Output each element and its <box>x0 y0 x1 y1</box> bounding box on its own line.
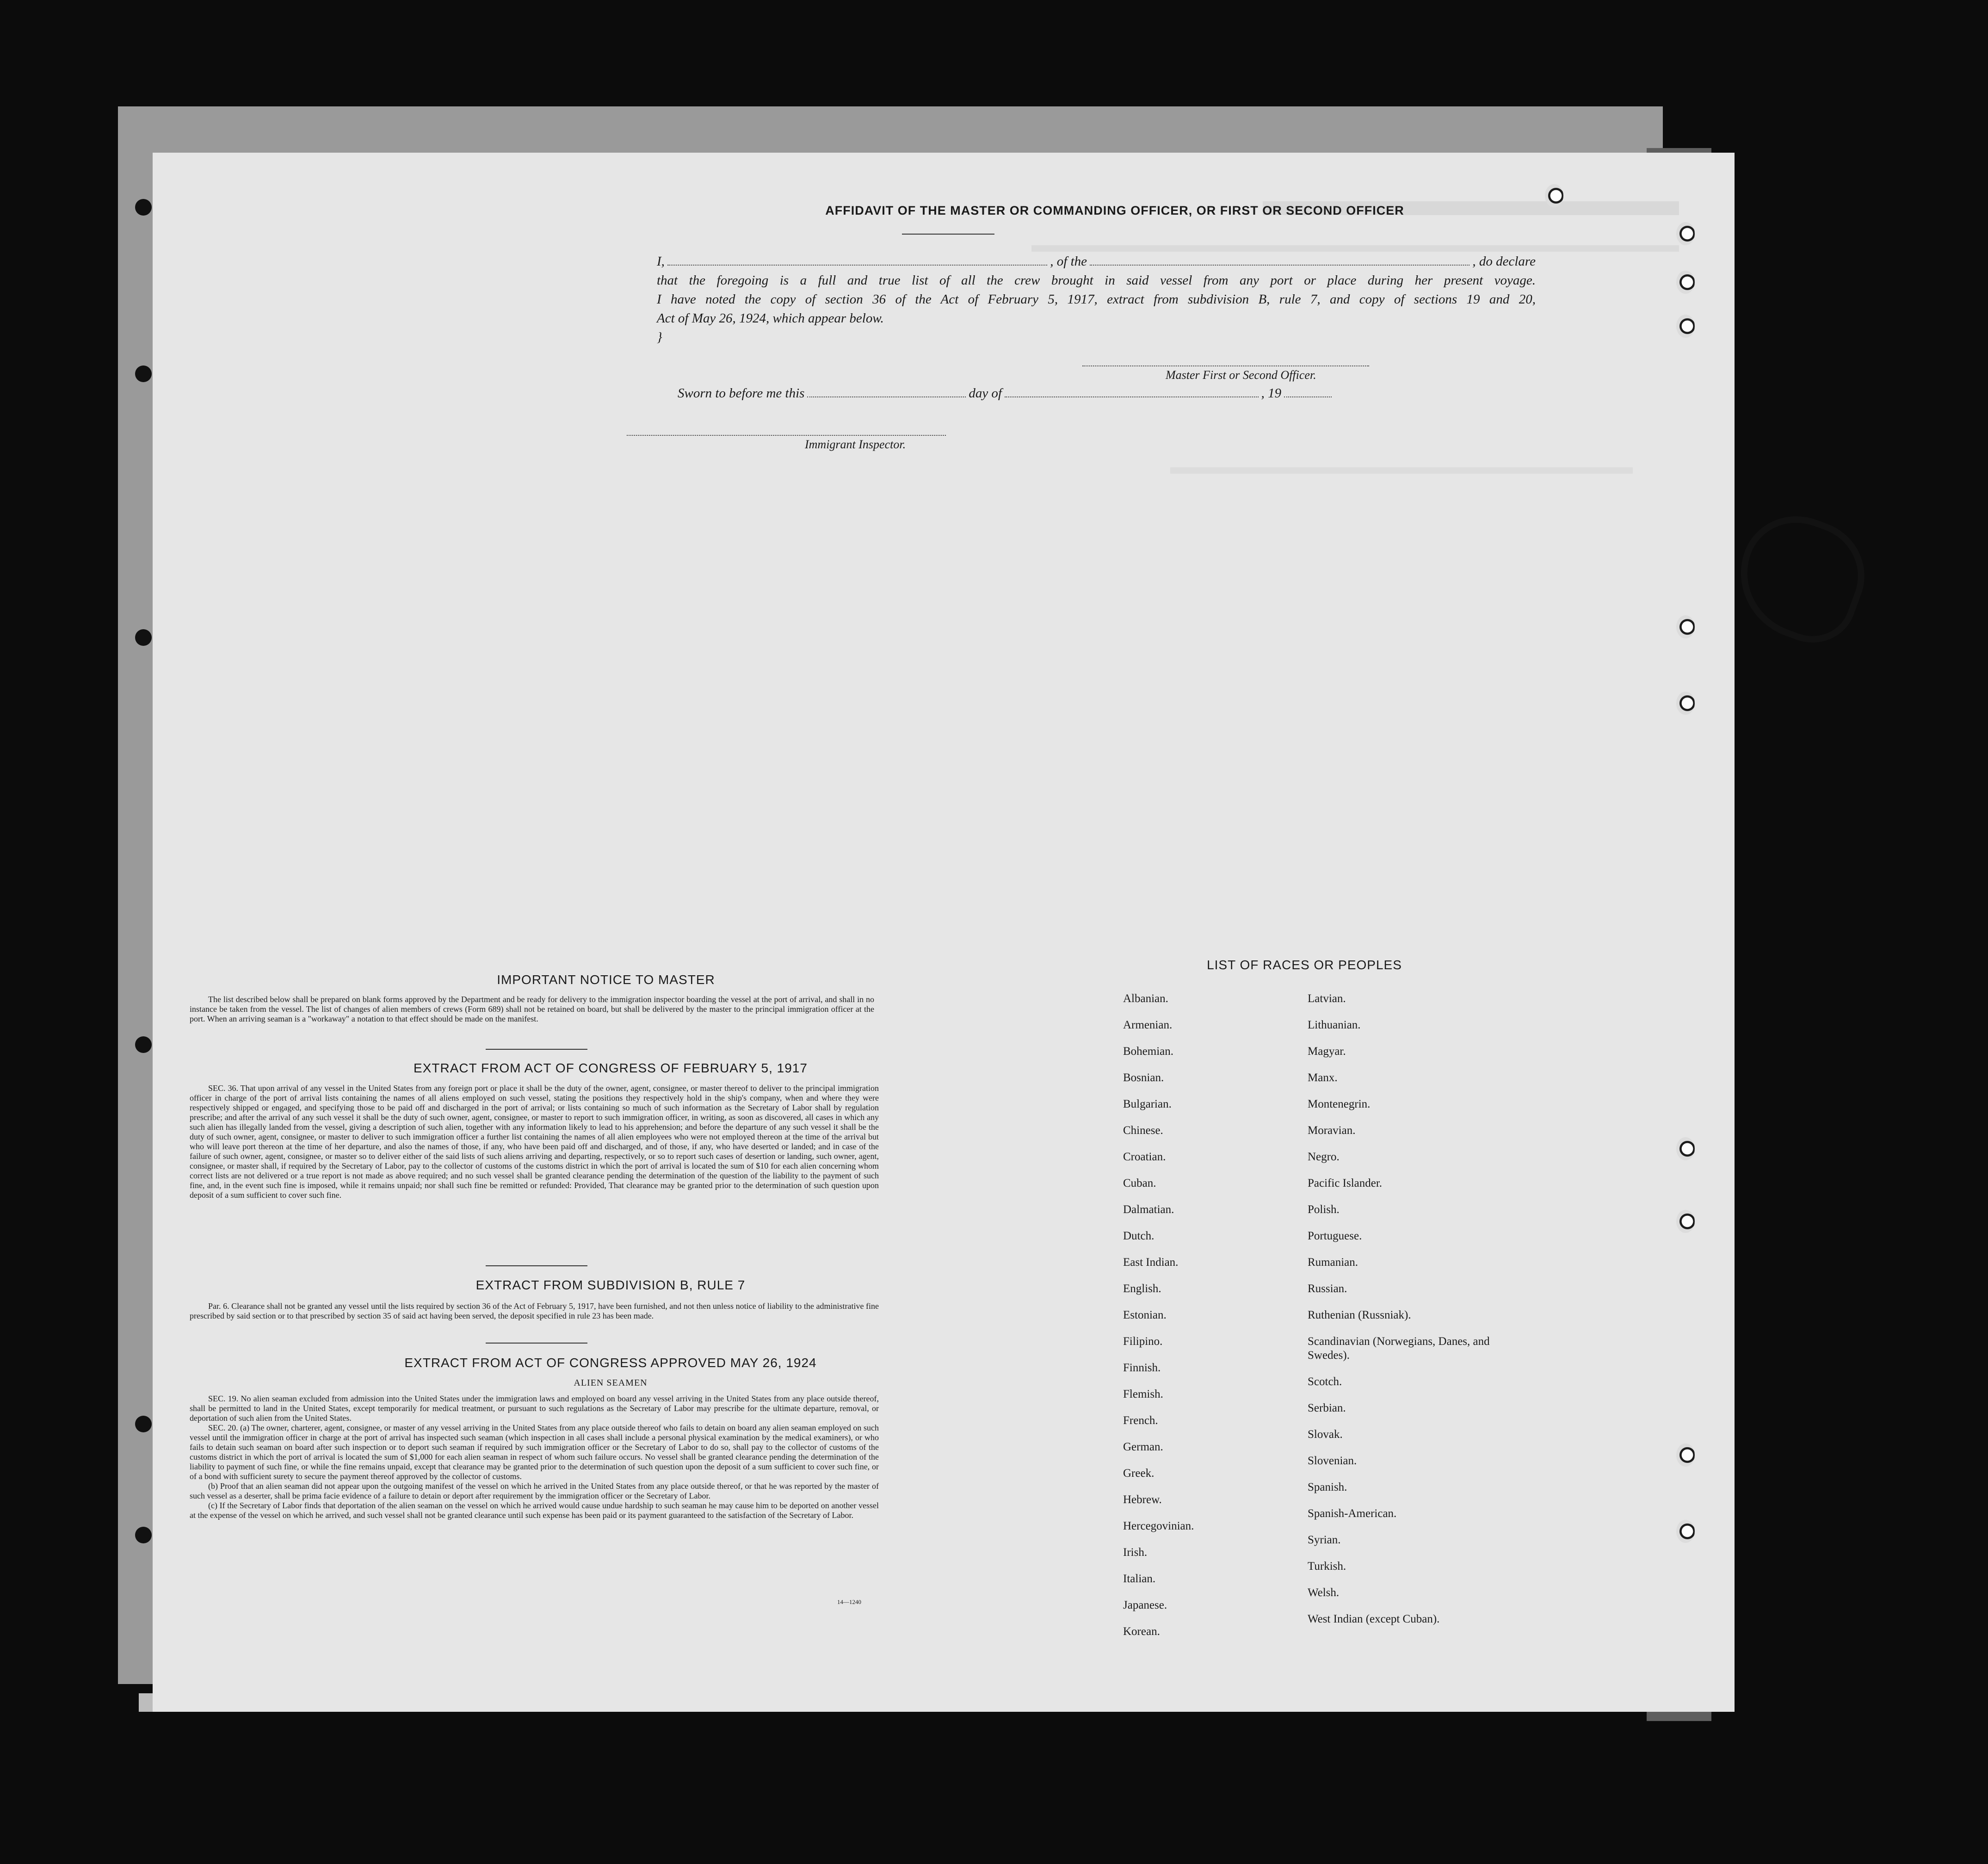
binder-hole <box>135 629 152 646</box>
race-item: Bosnian. <box>1123 1071 1164 1084</box>
punch-hole <box>1676 271 1695 294</box>
race-item: Bohemian. <box>1123 1045 1174 1058</box>
race-item: Chinese. <box>1123 1124 1163 1137</box>
punch-hole <box>1676 692 1695 715</box>
inspector-signature-line[interactable] <box>627 435 946 436</box>
race-item: Slovak. <box>1308 1428 1343 1441</box>
title-rule <box>902 234 994 235</box>
binder-hole <box>135 365 152 382</box>
punch-hole <box>1676 615 1695 638</box>
form-page <box>153 153 1735 1712</box>
section-rule <box>486 1265 587 1266</box>
race-item: Hebrew. <box>1123 1493 1162 1506</box>
race-item: Slovenian. <box>1308 1455 1357 1467</box>
race-item: Welsh. <box>1308 1586 1340 1599</box>
race-item: Scotch. <box>1308 1375 1342 1388</box>
race-item: Croatian. <box>1123 1151 1166 1163</box>
punch-hole <box>1676 222 1695 245</box>
race-item: English. <box>1123 1282 1161 1295</box>
race-item: Negro. <box>1308 1151 1340 1163</box>
race-item: Japanese. <box>1123 1599 1167 1611</box>
race-item: Greek. <box>1123 1467 1155 1480</box>
race-item: Montenegrin. <box>1308 1098 1371 1110</box>
inspector-signature-label: Immigrant Inspector. <box>805 438 906 451</box>
race-item: Serbian. <box>1308 1402 1346 1414</box>
declaration-line-2: that the foregoing is a full and true list of all the crew brought in said vessel from any port or place during her present voyage. <box>657 273 1536 288</box>
race-item: Russian. <box>1308 1282 1347 1295</box>
race-item: Bulgarian. <box>1123 1098 1172 1110</box>
master-signature-line[interactable] <box>1082 365 1369 366</box>
race-item: Hercegovinian. <box>1123 1520 1194 1532</box>
section-rule <box>486 1343 587 1344</box>
race-item: Lithuanian. <box>1308 1019 1361 1031</box>
declaration-of-the: , of the <box>1050 254 1087 269</box>
declaration-do-declare: , do declare <box>1472 254 1536 269</box>
declaration: I, , of the , do declare that the foregoing is a full and true list of all the crew brought in said vessel from any port or place during her present voyage. I have noted the copy of section 36 of the Act of February 5, 1917, extract from subdivision B, rule 7, and copy of sections 19 and 20, Act of May 26, 1924, which appear below. } <box>657 252 1536 347</box>
race-item: Portuguese. <box>1308 1230 1362 1242</box>
year-field[interactable] <box>1284 393 1332 397</box>
race-item: Italian. <box>1123 1573 1156 1585</box>
races-heading: LIST OF RACES OR PEOPLES <box>1207 958 1402 972</box>
notice-heading: IMPORTANT NOTICE TO MASTER <box>497 972 715 987</box>
sworn-text: Sworn to before me this <box>678 386 805 401</box>
name-field[interactable] <box>667 261 1047 266</box>
vessel-field[interactable] <box>1090 261 1469 266</box>
race-item: Magyar. <box>1308 1045 1346 1058</box>
punch-hole <box>1676 1520 1695 1543</box>
race-item: Spanish. <box>1308 1481 1347 1493</box>
declaration-i: I, <box>657 254 665 269</box>
race-item: Finnish. <box>1123 1362 1161 1374</box>
form-number: 14—1240 <box>837 1598 861 1605</box>
race-item: French. <box>1123 1414 1158 1427</box>
race-item: Dutch. <box>1123 1230 1155 1242</box>
section-rule <box>486 1049 587 1050</box>
sec20a-text: SEC. 20. (a) The owner, charterer, agent, consignee, or master of any vessel arriving in the United States from any place outside thereof who fails to detain on board any alien seaman employed on such vessel until the immigration officer in charge at the port of arrival has inspected such seaman (which inspection in all cases shall include a personal physical examination by the medical examiners), or who fails to detain such seaman on board after such inspection or to deport such seaman if required by such immigration officer or the Secretary of Labor to do so, shall pay to the collector of customs of the customs district in which the port of arrival is located the sum of $1,000 for each alien seaman in respect of whom such failure occurs. No vessel shall be granted clearance pending the determination of the liability to payment of such fine, or while the fine remains unpaid, except that clearance may be granted prior to the determination of such question upon the deposit of a sum sufficient to cover such fine, or of a bond with sufficient surety to secure the payment thereof approved by the collector of customs. <box>190 1423 879 1481</box>
race-item: East Indian. <box>1123 1256 1179 1269</box>
race-item: Armenian. <box>1123 1019 1173 1031</box>
year-prefix: , 19 <box>1261 386 1282 401</box>
extract-1917-heading: EXTRACT FROM ACT OF CONGRESS OF FEBRUARY 5, 1917 <box>414 1061 808 1075</box>
race-item: Spanish-American. <box>1308 1507 1397 1520</box>
race-item: Ruthenian (Russniak). <box>1308 1309 1411 1321</box>
punch-hole <box>1676 1210 1695 1233</box>
sworn-line <box>678 384 1334 403</box>
race-item: Cuban. <box>1123 1177 1156 1189</box>
punch-hole <box>1676 1137 1695 1160</box>
race-item: German. <box>1123 1441 1163 1453</box>
race-item: Korean. <box>1123 1625 1160 1638</box>
master-signature-label: Master First or Second Officer. <box>1166 368 1316 382</box>
binding-wire <box>1723 501 1880 655</box>
rule7-text: Par. 6. Clearance shall not be granted any vessel until the lists required by section 36 of the Act of February 5, 1917, have been furnished, and not then unless notice of liability to the administrative fine prescribed by said section or to that prescribed by section 35 of said act having been served, the deposit specified in rule 23 has been made. <box>190 1301 879 1320</box>
extract-1924-heading: EXTRACT FROM ACT OF CONGRESS APPROVED MAY 26, 1924 <box>404 1356 817 1370</box>
race-item: Dalmatian. <box>1123 1203 1174 1216</box>
race-item: Polish. <box>1308 1203 1340 1216</box>
race-item: Albanian. <box>1123 992 1168 1005</box>
race-item: Manx. <box>1308 1071 1338 1084</box>
rule7-heading: EXTRACT FROM SUBDIVISION B, RULE 7 <box>475 1278 746 1292</box>
race-item: Turkish. <box>1308 1560 1346 1573</box>
declaration-line-3: I have noted the copy of section 36 of the Act of February 5, 1917, extract from subdivision B, rule 7, and copy of sections 19 and 20, <box>657 292 1536 307</box>
declaration-line-4: Act of May 26, 1924, which appear below. <box>657 311 884 326</box>
race-item: Filipino. <box>1123 1335 1163 1348</box>
race-item: West Indian (except Cuban). <box>1308 1613 1440 1625</box>
races-left-column <box>1123 985 1194 1645</box>
race-item: Pacific Islander. <box>1308 1177 1383 1189</box>
race-item: Rumanian. <box>1308 1256 1358 1269</box>
sec19-text: SEC. 19. No alien seaman excluded from admission into the United States under the immigration laws and employed on board any vessel arriving in the United States from any place outside thereof, shall be permitted to land in the United States, except temporarily for medical treatment, or pursuant to such regulations as the Secretary of Labor may prescribe for the ultimate departure, removal, or deportation of such alien from the United States. <box>190 1394 879 1423</box>
binder-hole <box>135 1036 152 1053</box>
races-right-column <box>1308 985 1502 1632</box>
sec20c-text: (c) If the Secretary of Labor finds that deportation of the alien seaman on the vessel on which he arrived would cause undue hardship to such seaman he may cause him to be deported on another vessel at the expense of the vessel on which he arrived, and such vessel shall not be granted clearance until such expense has been paid or its payment guaranteed to the satisfaction of the Secretary of Labor. <box>190 1501 879 1520</box>
race-item: Irish. <box>1123 1546 1148 1559</box>
sec20b-text: (b) Proof that an alien seaman did not appear upon the outgoing manifest of the vessel on which he arrived in the United States from any place outside thereof, or that he was reported by the master of such vessel as a deserter, shall be prima facie evidence of a failure to detain or deport after requirement by the immigration officer or the Secretary of Labor. <box>190 1481 879 1500</box>
notice-text: The list described below shall be prepared on blank forms approved by the Department and be ready for delivery to the immigration inspector boarding the vessel at the port of arrival, and shall in no instance be taken from the vessel. The list of changes of alien members of crews (Form 689) shall not be retained on board, but shall be delivered by the master to the principal immigration officer at the port. When an arriving seaman is a "workaway" a notation to that effect should be made on the manifest. <box>190 995 874 1023</box>
extract-1917-text: SEC. 36. That upon arrival of any vessel in the United States from any foreign port or place it shall be the duty of the owner, agent, consignee, or master thereof to deliver to the principal immigration officer in charge of the port of arrival lists containing the names of all aliens employed on such vessel, stating the positions they respectively hold in the ship's company, when and where they were respectively shipped or engaged, and specifying those to be paid off and discharged in the port of arrival; or lists containing so much of such information as the Secretary of Labor shall by regulation prescribe; and after the arrival of any such vessel it shall be the duty of such owner, agent, consignee, or master to report to such immigration officer, in writing, as soon as discovered, all cases in which any such alien has illegally landed from the vessel, giving a description of such alien, together with any information likely to lead to his apprehension; and before the departure of any such vessel it shall be the duty of such owner, agent, consignee, or master to deliver to such immigration officer a further list containing the names of all alien employees who were not employed thereon at the time of the arrival but who will leave port thereon at the time of her departure, and also the names of those, if any, who have been paid off and discharged, and of those, if any, who have deserted or landed; and in case of the failure of such owner, agent, consignee, or master so to deliver either of the said lists of such aliens arriving and departing, respectively, or so to report such cases of desertion or landing, such owner, agent, consignee, or master shall, if required by the Secretary of Labor, pay to the collector of customs of the customs district in which the port of arrival is located the sum of $10 for each alien concerning whom correct lists are not delivered or a true report is not made as above required; and no such vessel shall be granted clearance pending the determination of the question of the liability to the payment of such fine, and, in the event such fine is imposed, while it remains unpaid; nor shall such fine be remitted or refunded: Provided, That clearance may be granted prior to the determination of such question upon deposit of a sum sufficient to cover such fine. <box>190 1084 879 1200</box>
bleed-through-text <box>1170 467 1633 474</box>
race-item: Scandinavian (Norwegians, Danes, and Swedes). <box>1308 1335 1490 1362</box>
race-item: Estonian. <box>1123 1309 1167 1321</box>
month-field[interactable] <box>1005 393 1259 397</box>
race-item: Flemish. <box>1123 1388 1163 1400</box>
day-field[interactable] <box>807 393 966 397</box>
race-item: Syrian. <box>1308 1534 1341 1546</box>
bleed-through-text <box>1031 245 1679 252</box>
binder-hole <box>135 1416 152 1432</box>
binder-hole <box>135 1527 152 1543</box>
extract-1924-text <box>190 1394 879 1520</box>
affidavit-title: AFFIDAVIT OF THE MASTER OR COMMANDING OFFICER, OR FIRST OR SECOND OFFICER <box>825 204 1404 217</box>
punch-hole <box>1676 1443 1695 1467</box>
day-of-text: day of <box>969 386 1002 401</box>
alien-seamen-subheading: ALIEN SEAMEN <box>574 1378 648 1388</box>
binder-hole <box>135 199 152 216</box>
punch-hole <box>1676 315 1695 338</box>
race-item: Moravian. <box>1308 1124 1356 1137</box>
race-item: Latvian. <box>1308 992 1346 1005</box>
